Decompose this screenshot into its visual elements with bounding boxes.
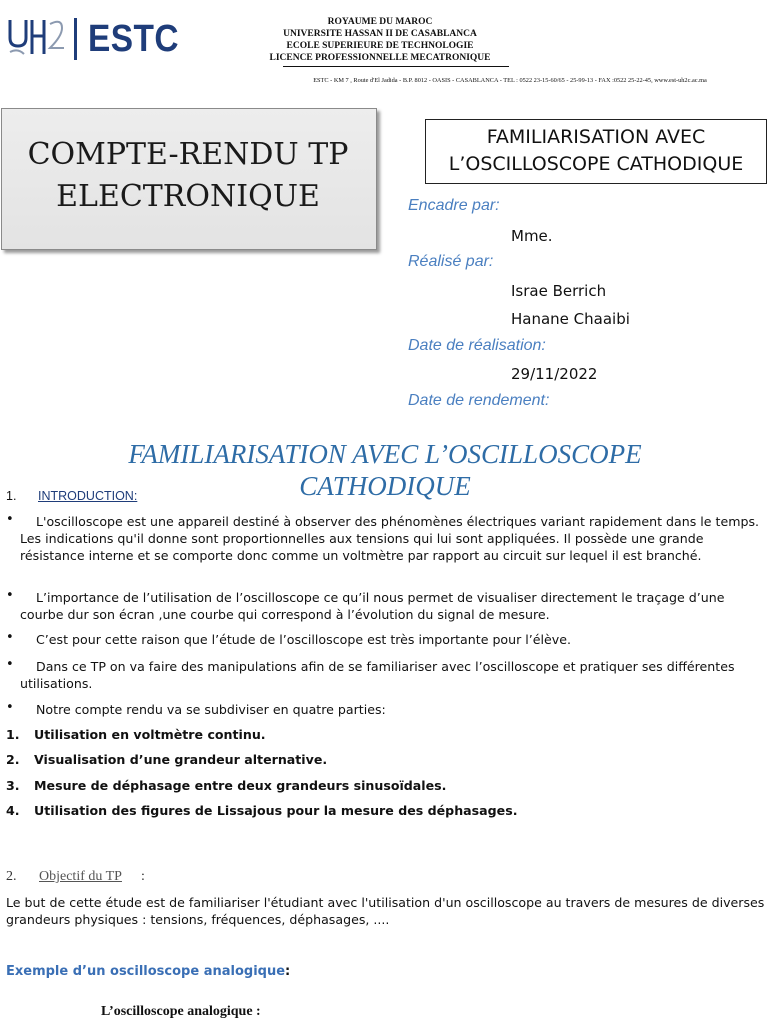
institution-program: LICENCE PROFESSIONNELLE MECATRONIQUE (269, 53, 491, 63)
list-item: 3. Mesure de déphasage entre deux grandeurs sinusoïdales. (6, 778, 447, 793)
intro-paragraph (6, 700, 764, 719)
institution-country: ROYAUME DU MAROC (327, 17, 433, 27)
section-title-introduction: INTRODUCTION: (38, 489, 138, 503)
institution-school: ECOLE SUPERIEURE DE TECHNOLOGIE (286, 41, 474, 51)
header-rule (283, 66, 509, 67)
supervisor-label: Encadre par: (408, 197, 500, 214)
paragraph-text: Dans ce TP on va faire des manipulations afin de se familiariser avec l’oscilloscope et pratiquer ses différentes utilisations. (20, 659, 735, 691)
report-title-line1: COMPTE-RENDU TP (27, 137, 349, 172)
bullet-icon: • (6, 657, 14, 672)
intro-paragraph (6, 630, 764, 649)
paragraph-text: L’importance de l’utilisation de l’oscilloscope ce qu’il nous permet de visualiser directement le traçage d’une courbe dur son écran ,une courbe qui correspond à l’évolution du signal de mesure. (20, 590, 725, 622)
date-realisation-value: 29/11/2022 (511, 365, 598, 383)
authors-label: Réalisé par: (408, 253, 494, 270)
main-heading-line2: CATHODIQUE (299, 471, 471, 501)
subject-title-line2: L’OSCILLOSCOPE CATHODIQUE (448, 153, 744, 175)
bullet-icon: • (6, 588, 14, 603)
date-realisation-label: Date de réalisation: (408, 337, 546, 354)
section-number: 1. (6, 489, 17, 503)
paragraph-text: C’est pour cette raison que l’étude de l’oscilloscope est très importante pour l’élève. (36, 632, 572, 647)
list-item: 1. Utilisation en voltmètre continu. (6, 727, 266, 742)
bullet-icon: • (6, 700, 14, 715)
subject-title-line1: FAMILIARISATION AVEC (486, 126, 706, 148)
analog-oscilloscope-subheading: L’oscilloscope analogique : (101, 1004, 261, 1019)
paragraph-text: L'oscilloscope est une appareil destiné à observer des phénomènes électriques variant rapidement dans le temps. Les indications qu'il donne sont proportionnelles aux tensions qui lui sont appliquées. Il possède une grande résistance interne et se comporte donc comme un voltmètre par rapport au circuit sur lequel il est branché. (20, 514, 760, 563)
section-title-colon: : (141, 869, 145, 884)
intro-paragraph (6, 512, 764, 564)
estc-logo: ESTC (88, 18, 179, 60)
intro-paragraph (6, 588, 764, 624)
date-rendement-label: Date de rendement: (408, 392, 550, 409)
report-title-line2: ELECTRONIQUE (56, 179, 320, 214)
school-address: ESTC - KM 7 , Route d'El Jadida - B.P. 8012 - OASIS - CASABLANCA - TEL : 0522 23-15-60/65 - 25-99-13 - FAX :0522 25-22-45, www.est-uh2c.ac.ma (313, 77, 707, 84)
bullet-icon: • (6, 630, 14, 645)
logo-separator (74, 18, 77, 60)
intro-paragraph (6, 657, 764, 693)
author-name: Israe Berrich (511, 282, 607, 300)
section-title-objectif: Objectif du TP (39, 869, 122, 884)
university-logo (6, 14, 68, 62)
bullet-icon: • (6, 512, 14, 527)
supervisor-value: Mme. (511, 227, 553, 245)
section-number: 2. (6, 869, 17, 884)
example-heading: Exemple d’un oscilloscope analogique: (6, 964, 291, 979)
author-name: Hanane Chaaibi (511, 310, 630, 328)
paragraph-text: Notre compte rendu va se subdiviser en quatre parties: (36, 702, 386, 717)
institution-university: UNIVERSITE HASSAN II DE CASABLANCA (283, 29, 477, 39)
subject-title (425, 124, 767, 178)
list-item: 2. Visualisation d’une grandeur alternative. (6, 752, 328, 767)
main-heading (40, 438, 730, 502)
list-item: 4. Utilisation des figures de Lissajous pour la mesure des déphasages. (6, 803, 518, 818)
report-title (0, 134, 376, 218)
objective-paragraph: Le but de cette étude est de familiariser l'étudiant avec l'utilisation d'un oscilloscope au travers de mesures de diverses grandeurs physiques : tensions, fréquences, déphasages, .... (6, 895, 765, 927)
main-heading-line1: FAMILIARISATION AVEC L’OSCILLOSCOPE (128, 439, 642, 469)
